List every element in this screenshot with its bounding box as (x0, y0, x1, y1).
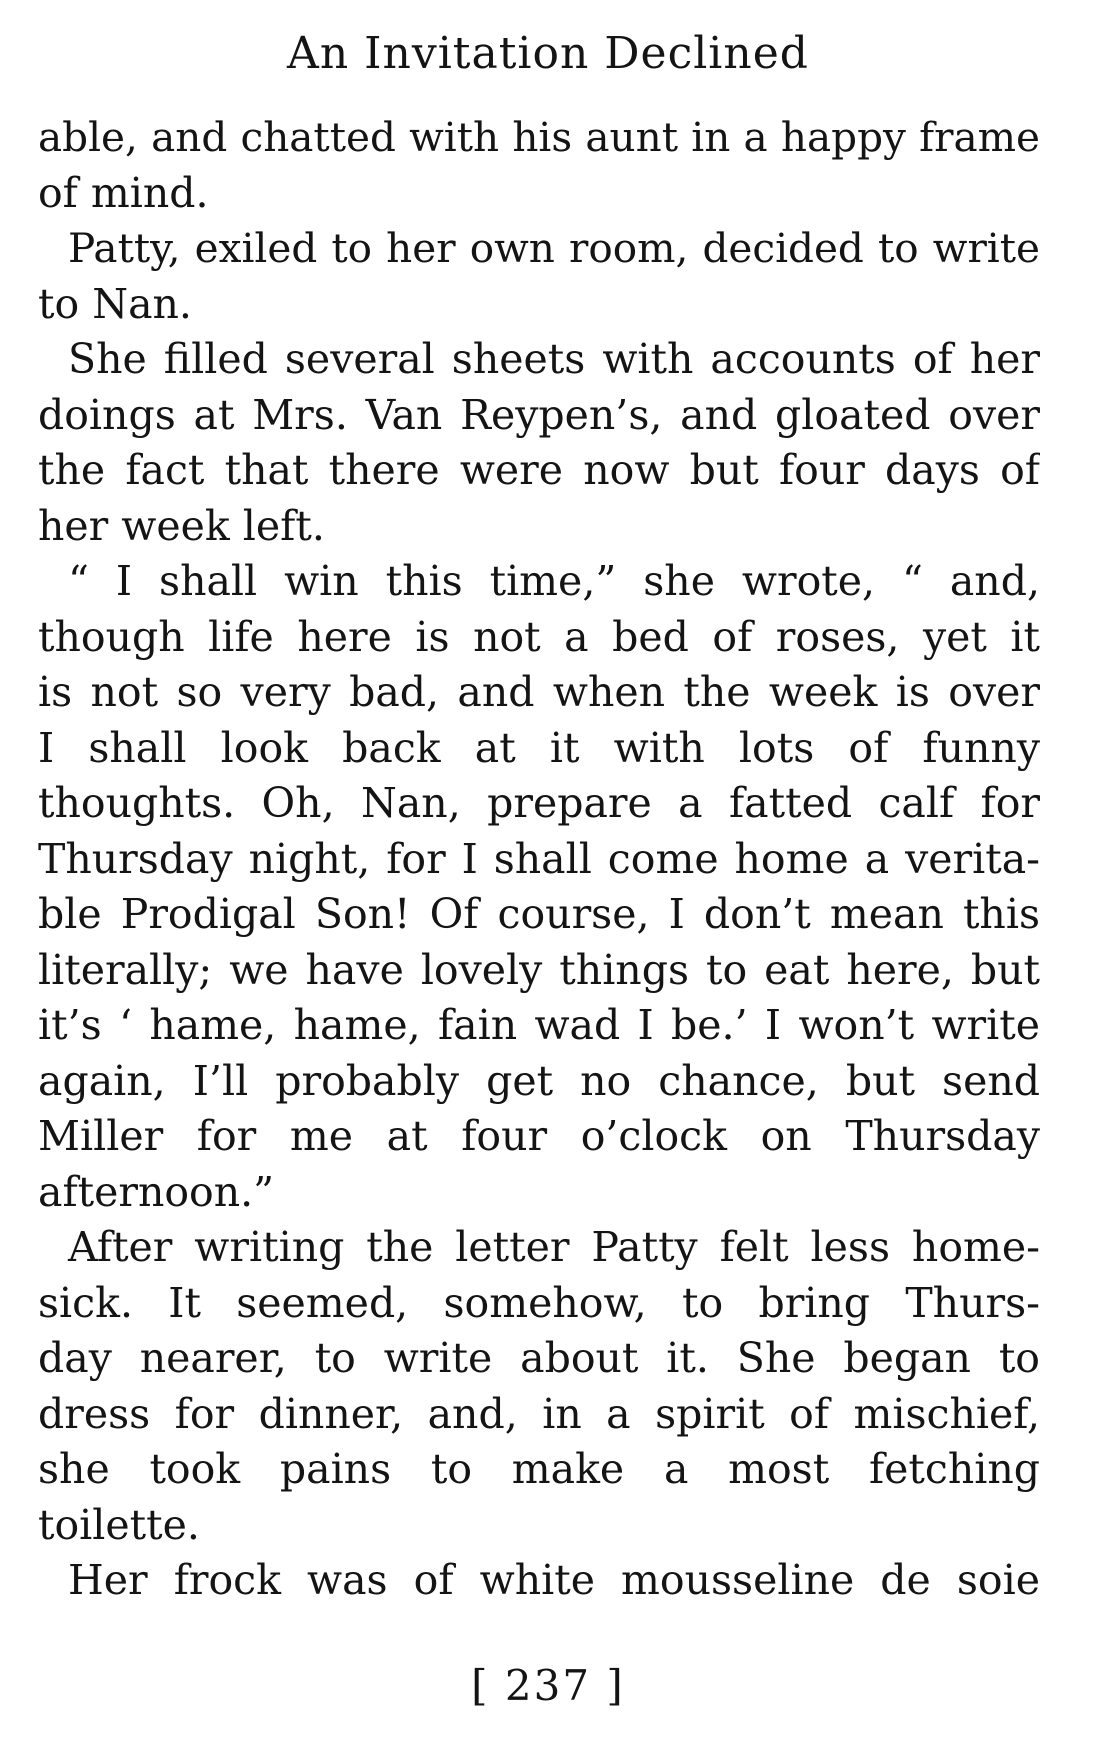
running-head: An Invitation Declined (287, 28, 809, 79)
text-line: afternoon.” (38, 1167, 275, 1216)
text-line: She filled several sheets with accounts of her (68, 335, 1040, 383)
text-line: it’s ‘ hame, hame, fain wad I be.’ I won’t write (38, 1001, 1040, 1049)
text-line: thoughts. Oh, Nan, prepare a fatted calf for (38, 779, 1040, 827)
text-line: doings at Mrs. Van Reypen’s, and gloated over (38, 390, 1040, 439)
text-line: dress for dinner, and, in a spirit of mischief, (38, 1389, 1040, 1438)
text-line: Thursday night, for I shall come home a verita- (38, 834, 1040, 883)
text-line: is not so very bad, and when the week is over (38, 668, 1040, 716)
text-line: Miller for me at four o’clock on Thursday (38, 1112, 1040, 1160)
text-line: her week left. (38, 501, 325, 550)
text-line: After writing the letter Patty felt less home- (68, 1223, 1040, 1271)
text-line: though life here is not a bed of roses, yet it (38, 612, 1040, 661)
text-line: she took pains to make a most fetching (38, 1445, 1040, 1493)
text-line: again, I’ll probably get no chance, but send (38, 1056, 1040, 1105)
text-line: ble Prodigal Son! Of course, I don’t mean this (38, 890, 1040, 938)
text-line: sick. It seemed, somehow, to bring Thurs- (38, 1278, 1040, 1327)
text-line: to Nan. (38, 279, 192, 328)
text-line: Patty, exiled to her own room, decided to write (68, 224, 1040, 272)
page-number: [ 237 ] (471, 1661, 625, 1710)
text-line: the fact that there were now but four days of (38, 446, 1040, 494)
text-line: toilette. (38, 1500, 200, 1549)
text-line: able, and chatted with his aunt in a happy frame (38, 113, 1040, 161)
text-line: of mind. (38, 168, 209, 217)
body-text (38, 110, 1040, 1609)
text-line: “ I shall win this time,” she wrote, “ and, (68, 557, 1040, 605)
text-line: day nearer, to write about it. She began to (38, 1334, 1040, 1382)
text-line: literally; we have lovely things to eat here, but (38, 945, 1040, 994)
text-line: Her frock was of white mousseline de soie (68, 1556, 1040, 1604)
text-line: I shall look back at it with lots of funny (38, 723, 1040, 772)
